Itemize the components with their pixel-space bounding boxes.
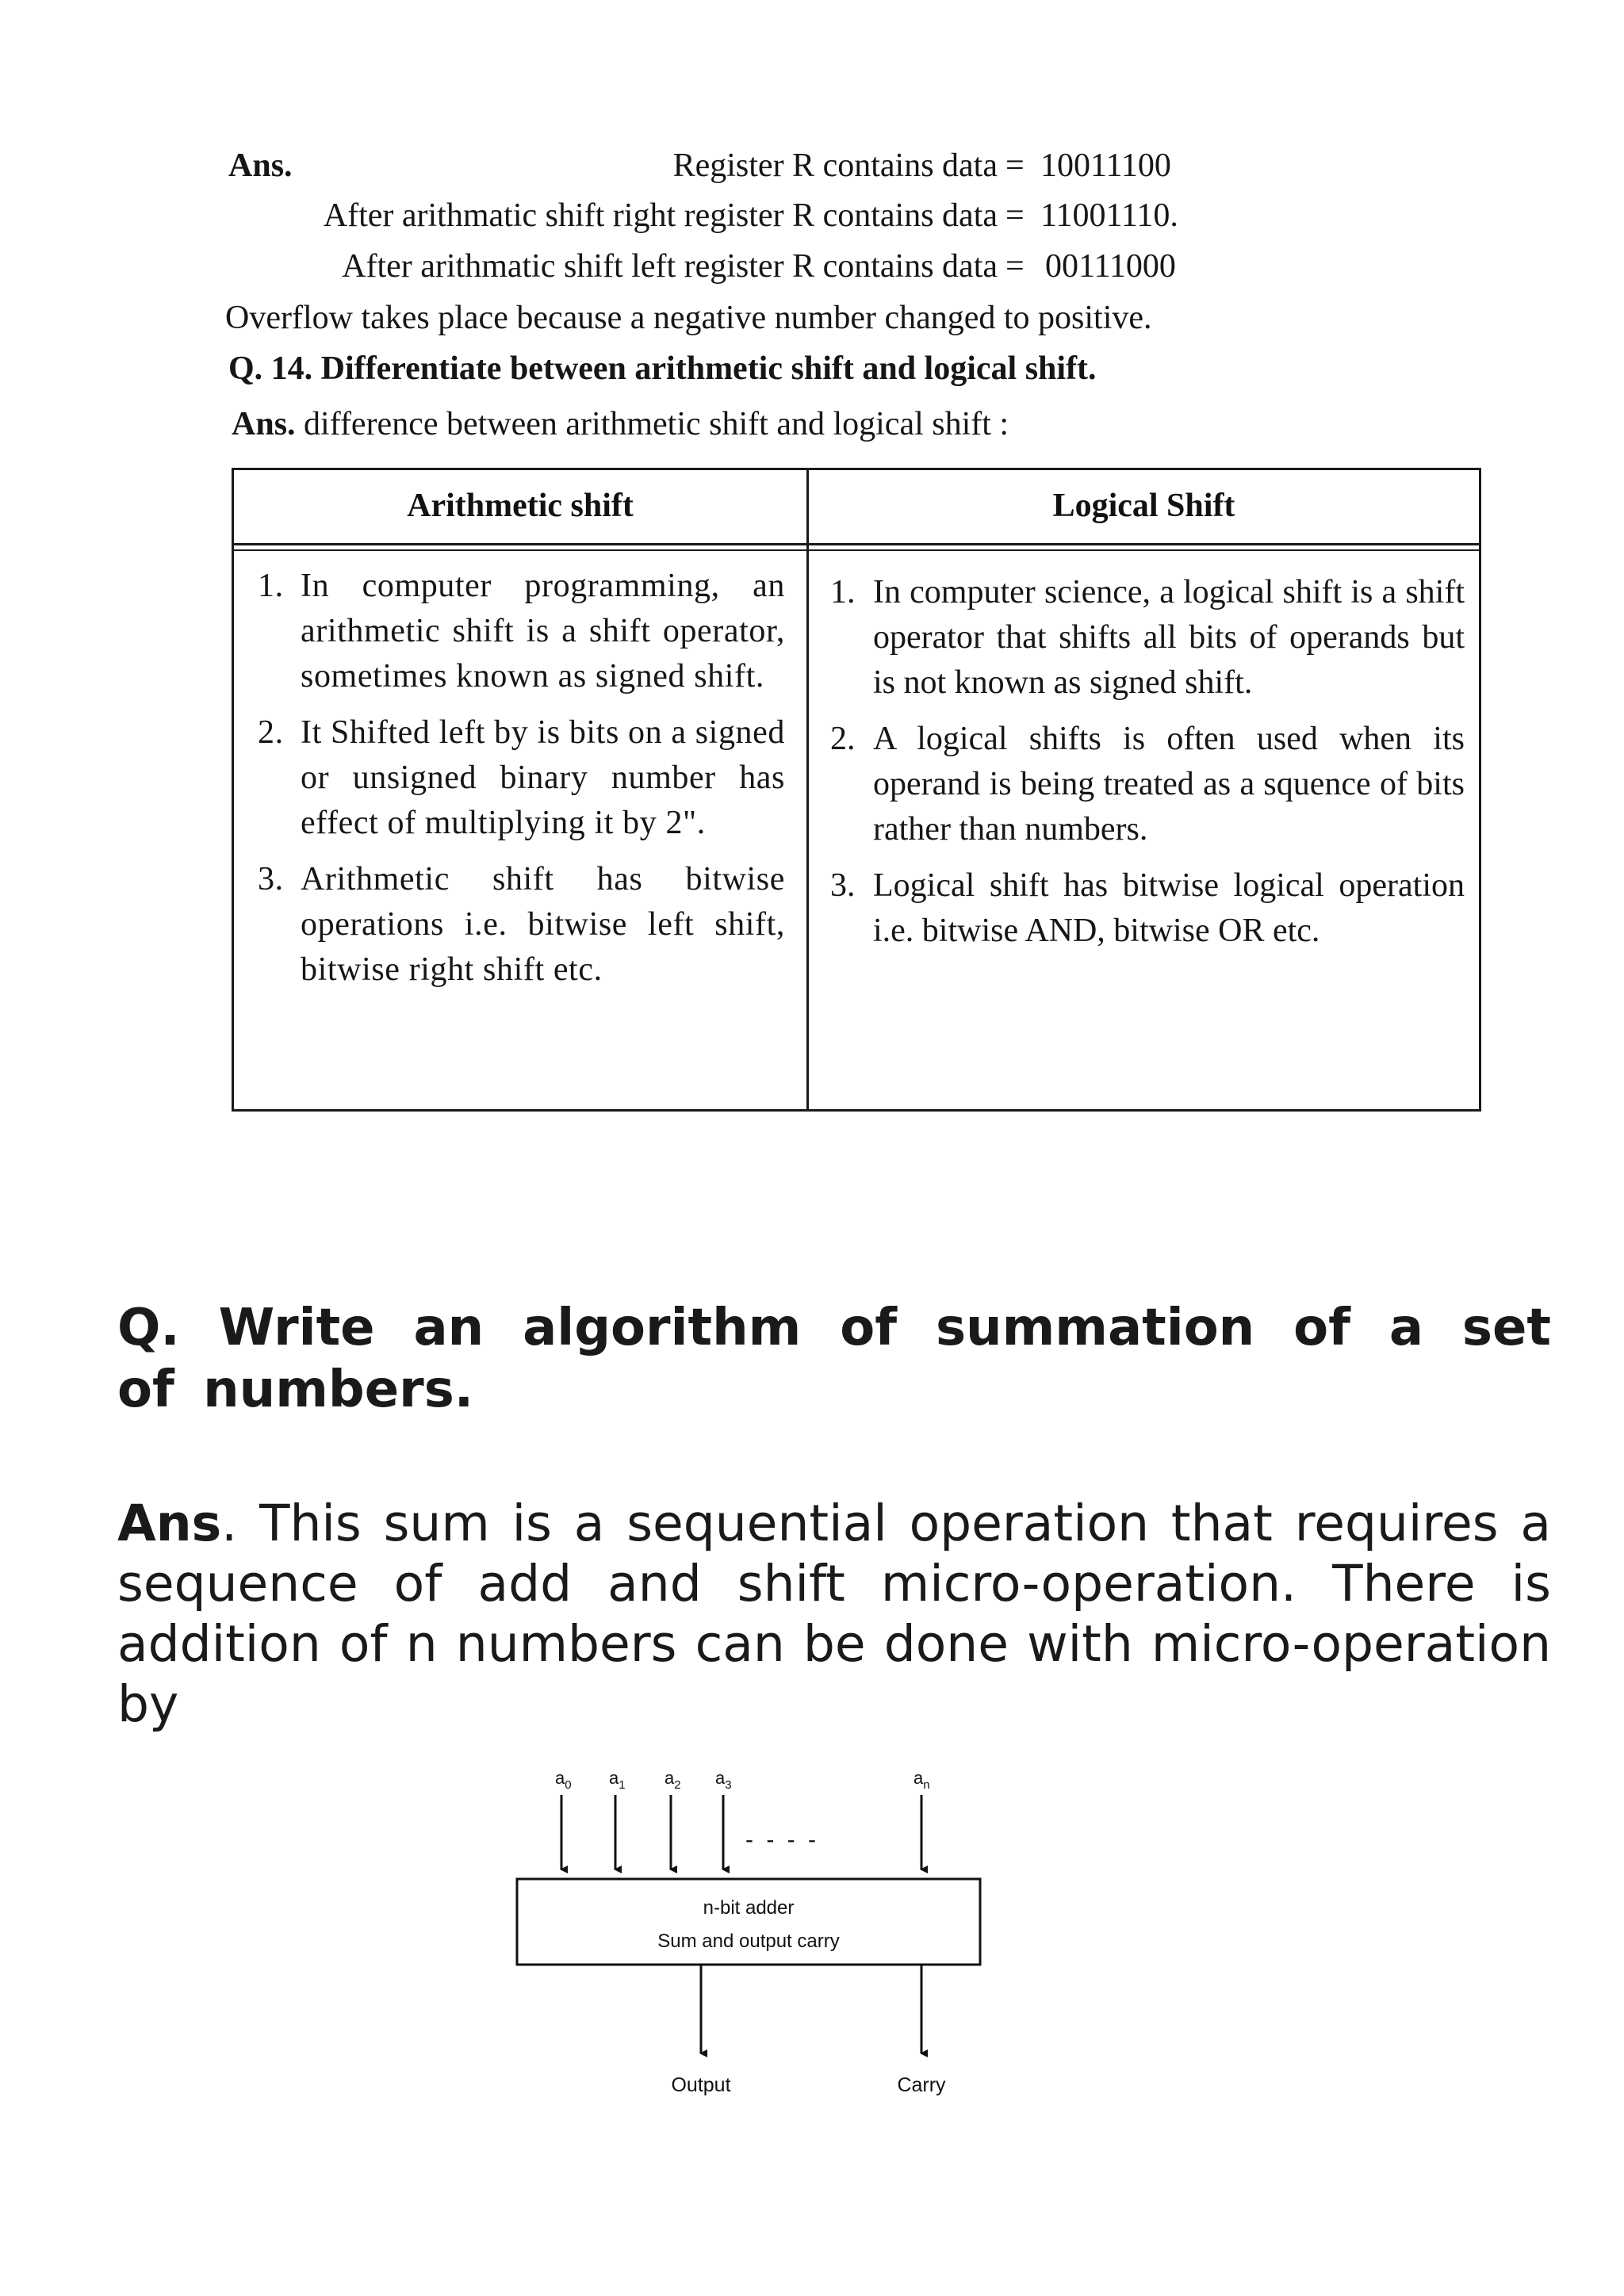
equals-sign: = xyxy=(1005,197,1025,234)
table-header-arithmetic: Arithmetic shift xyxy=(407,488,634,524)
input-label-a3: $a_3$ xyxy=(715,1768,732,1792)
equals-sign: = xyxy=(1005,248,1025,285)
carry-label: Carry xyxy=(897,2074,946,2096)
ellipsis-dashes: - - - - xyxy=(745,1827,819,1853)
item-text: A logical shifts is often used when its operand is being treated as a squence of bits rather than numbers. xyxy=(873,721,1465,848)
list-item xyxy=(258,564,785,699)
equals-sign: = xyxy=(1005,147,1025,184)
arithmetic-shift-list xyxy=(258,564,785,1004)
list-item xyxy=(258,710,785,846)
item-number: 2. xyxy=(258,714,284,751)
list-item xyxy=(258,857,785,993)
list-item xyxy=(830,717,1465,852)
item-text: In computer programming, an arithmetic shift is a shift operator, sometimes known as signed shift. xyxy=(301,568,785,695)
comparison-table xyxy=(232,468,1481,1112)
register-row-label: After arithmatic shift right register R contains data xyxy=(323,197,998,234)
list-item xyxy=(830,570,1465,706)
register-row-label: Register R contains data xyxy=(672,147,998,184)
item-number: 3. xyxy=(258,861,284,897)
answer-label: Ans xyxy=(117,1494,222,1552)
answer-intro xyxy=(232,408,1009,441)
input-label-a2: $a_2$ xyxy=(665,1768,681,1792)
input-label-an: $a_n$ xyxy=(914,1768,930,1792)
header-rule xyxy=(234,549,1479,551)
input-label-a0: $a_0$ xyxy=(555,1768,572,1792)
list-item xyxy=(830,863,1465,954)
answer-text: . This sum is a sequential operation that requires a sequence of add and shift micro-operation. There is addition of n numbers can be done with micro-operation by xyxy=(117,1494,1551,1733)
item-text: Logical shift has bitwise logical operation i.e. bitwise AND, bitwise OR etc. xyxy=(873,867,1465,949)
adder-box-subtitle: Sum and output carry xyxy=(657,1931,840,1952)
ans-label: Ans. xyxy=(228,147,293,184)
logical-shift-list xyxy=(830,570,1465,965)
item-number: 1. xyxy=(258,568,284,604)
item-number: 3. xyxy=(830,867,856,904)
item-number: 2. xyxy=(830,721,856,757)
header-rule xyxy=(234,543,1479,545)
overflow-text: Overflow takes place because a negative number changed to positive. xyxy=(225,300,1152,336)
output-label: Output xyxy=(671,2074,731,2096)
register-row-value: 11001110. xyxy=(1040,197,1178,234)
ans-label: Ans. xyxy=(232,406,296,442)
register-row-label: After arithmatic shift left register R contains data xyxy=(342,248,998,285)
question-heading: Q. Write an algorithm of summation of a set of numbers. xyxy=(117,1299,1551,1419)
register-row-value: 00111000 xyxy=(1045,248,1176,285)
answer-intro-text: difference between arithmetic shift and logical shift : xyxy=(304,406,1009,442)
item-text: In computer science, a logical shift is a shift operator that shifts all bits of operands but is not known as signed shift. xyxy=(873,574,1465,701)
n-bit-adder-diagram xyxy=(508,1760,999,2109)
column-divider xyxy=(806,470,809,1109)
adder-diagram-svg xyxy=(508,1760,999,2109)
item-text: It Shifted left by is bits on a signed or unsigned binary number has effect of multiplying it by 2". xyxy=(301,714,785,841)
input-label-a1: $a_1$ xyxy=(609,1768,626,1792)
register-row-value: 10011100 xyxy=(1040,147,1171,184)
adder-box-title: n-bit adder xyxy=(703,1897,795,1919)
table-header-logical: Logical Shift xyxy=(1052,488,1235,524)
answer-paragraph xyxy=(117,1494,1551,1735)
question-14: Q. 14. Differentiate between arithmetic shift and logical shift. xyxy=(228,350,1097,387)
item-number: 1. xyxy=(830,574,856,610)
item-text: Arithmetic shift has bitwise operations i.e. bitwise left shift, bitwise right shift etc. xyxy=(301,861,785,988)
